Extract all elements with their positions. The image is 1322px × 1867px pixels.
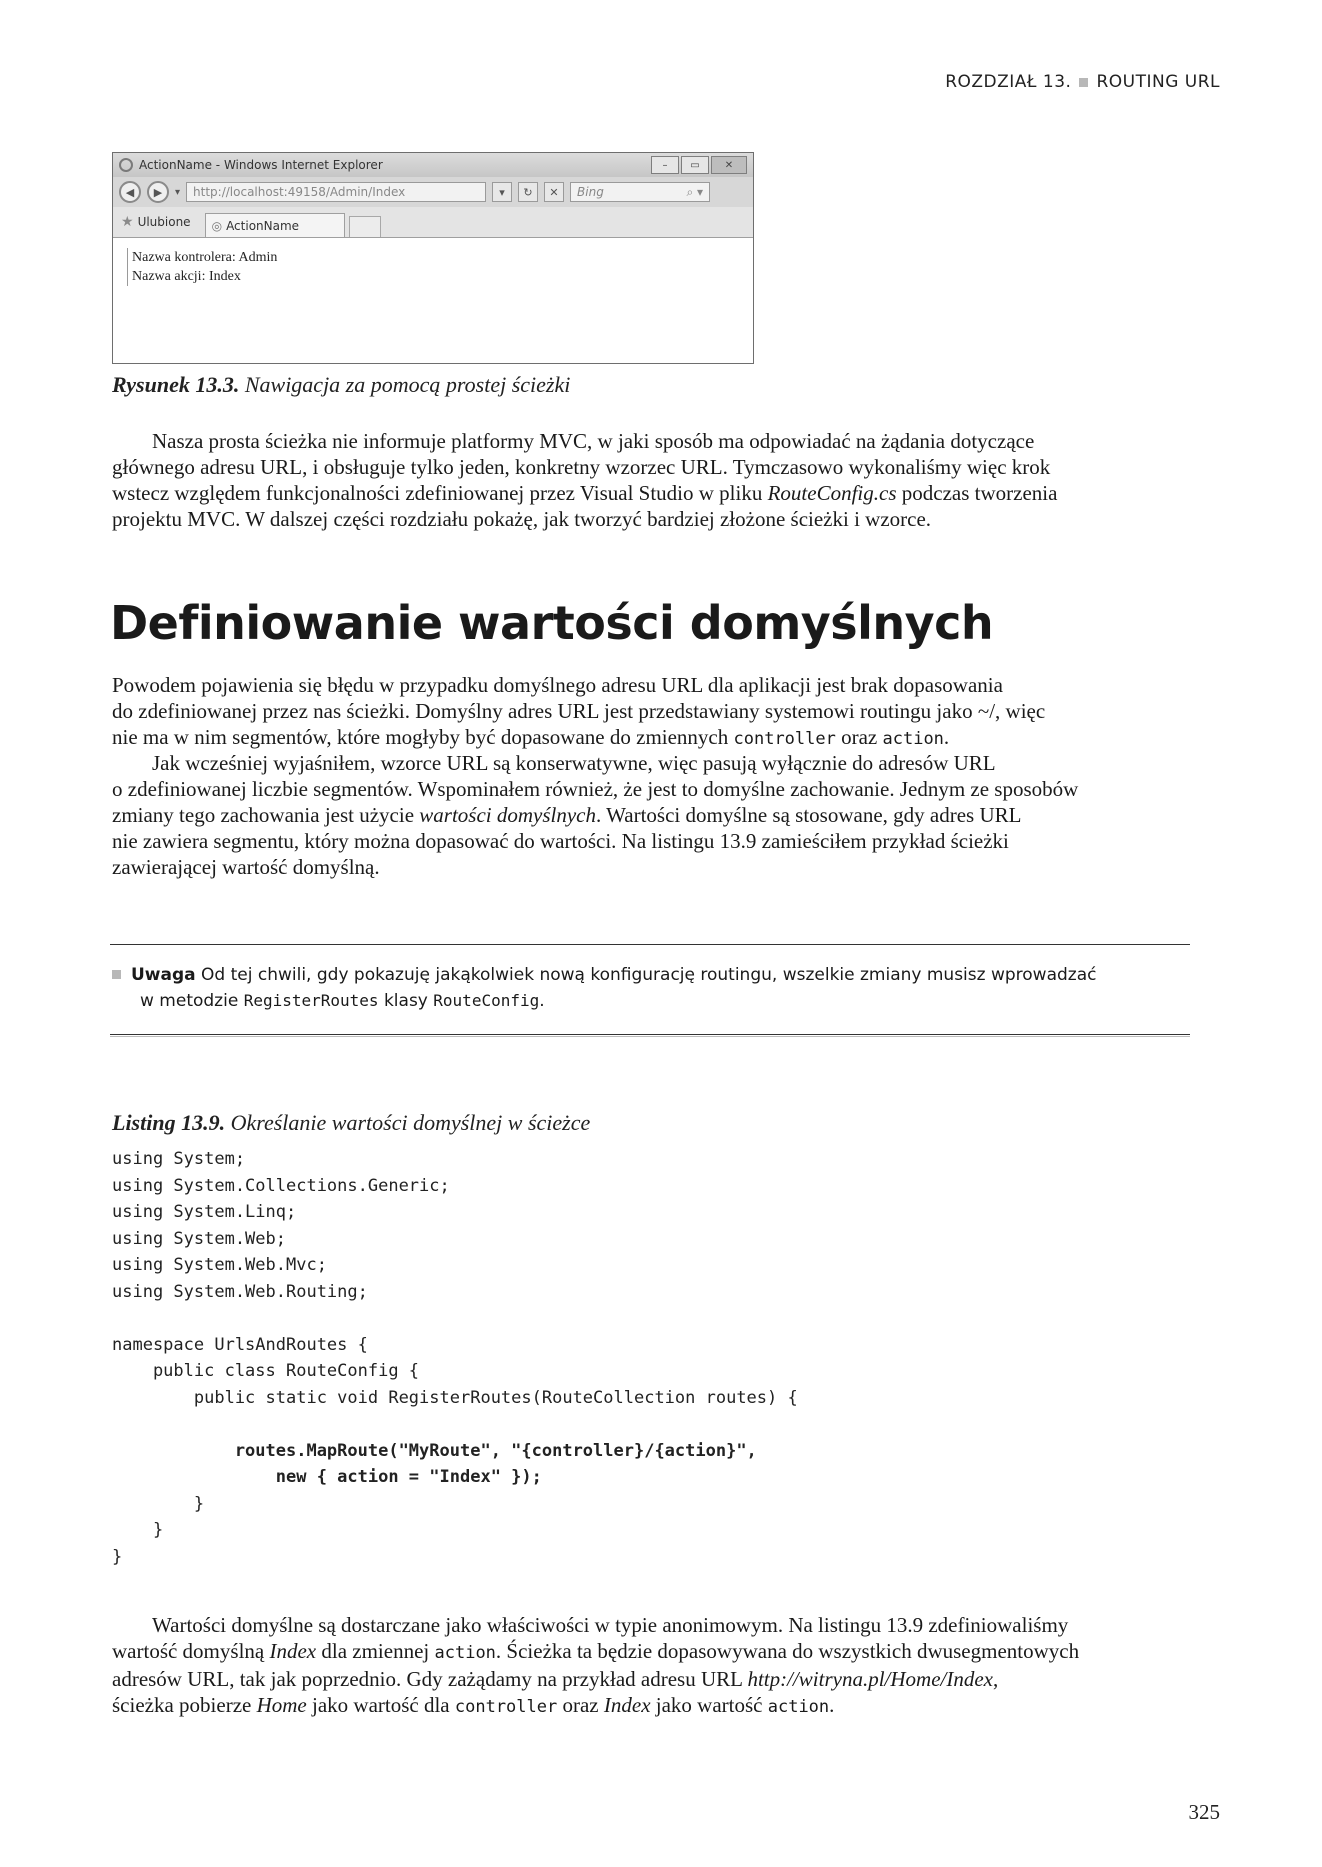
browser-tab[interactable] xyxy=(205,213,345,237)
code-line: } xyxy=(112,1546,123,1567)
para3-line3: zmiany tego zachowania jest użycie xyxy=(112,803,420,827)
para1-line2: głównego adresu URL, i obsługuje tylko jeden, konkretny wzorzec URL. Tymczasowo wykonaliśmy więc krok xyxy=(112,455,1051,479)
window-titlebar xyxy=(113,153,753,177)
para4-line4-mid2: oraz xyxy=(557,1693,604,1717)
window-title: ActionName - Windows Internet Explorer xyxy=(139,158,383,172)
para1-line1: Nasza prosta ścieżka nie informuje platformy MVC, w jaki sposób ma odpowiadać na żądania dotyczące xyxy=(152,429,1035,453)
code-line: using System; xyxy=(112,1149,246,1169)
para3-line1: Jak wcześniej wyjaśniłem, wzorce URL są konserwatywne, więc pasują wyłącznie do adresów URL xyxy=(152,751,996,775)
ie-logo-icon xyxy=(119,158,133,172)
para4-line4: ścieżka pobierze xyxy=(112,1693,257,1717)
code-line-highlighted: new { action = "Index" }); xyxy=(112,1467,542,1487)
code-line-highlighted: routes.MapRoute("MyRoute", "{controller}/{action}", xyxy=(112,1440,757,1461)
minimize-icon[interactable]: – xyxy=(651,156,679,174)
para4-line3: adresów URL, tak jak poprzednio. Gdy zażądamy na przykład adresu URL xyxy=(112,1667,748,1691)
square-bullet-icon xyxy=(112,970,121,979)
emphasis-index: Index xyxy=(269,1639,317,1663)
forward-icon[interactable]: ▶ xyxy=(147,181,169,203)
para4-line3-end: , xyxy=(992,1667,999,1691)
inline-code-action: action xyxy=(882,729,944,749)
file-name: RouteConfig.cs xyxy=(767,481,897,505)
note-text-class: klasy xyxy=(378,991,434,1011)
note-text-line1: Od tej chwili, gdy pokazuję jakąkolwiek nową konfigurację routingu, wszelkie zmiany musisz wprowadzać xyxy=(195,965,1097,985)
para2-period: . xyxy=(943,725,950,749)
back-icon[interactable]: ◀ xyxy=(119,181,141,203)
note-period: . xyxy=(539,991,545,1011)
controller-name-line: Nazwa kontrolera: Admin xyxy=(132,250,278,265)
figure-caption-text: Nawigacja za pomocą prostej ścieżki xyxy=(244,372,571,397)
running-head xyxy=(945,72,1220,92)
stop-icon[interactable]: ✕ xyxy=(544,182,564,202)
code-line: public class RouteConfig { xyxy=(112,1361,420,1381)
listing-caption xyxy=(112,1110,590,1136)
search-icon[interactable]: ⌕ ▾ xyxy=(686,184,704,199)
history-dropdown-icon[interactable]: ▾ xyxy=(175,186,181,198)
para4-period: . xyxy=(829,1693,835,1717)
listing-caption-text: Określanie wartości domyślnej w ścieżce xyxy=(230,1110,591,1135)
search-input[interactable] xyxy=(570,182,710,202)
page-number: 325 xyxy=(1188,1800,1220,1824)
para2-line2: do zdefiniowanej przez nas ścieżki. Domyślny adres URL jest przedstawiany systemowi routingu jako ~/, więc xyxy=(112,699,1046,723)
inline-code-controller: controller xyxy=(454,1697,558,1717)
example-url: http://witryna.pl/Home/Index xyxy=(747,1667,993,1691)
code-line xyxy=(112,1411,798,1438)
note-text-line2: w metodzie xyxy=(140,991,244,1011)
para3-line2: o zdefiniowanej liczbie segmentów. Wspominałem również, że jest to domyślne zachowanie. Jednym ze sposobów xyxy=(112,777,1079,801)
inline-code-action: action xyxy=(767,1697,830,1717)
section-heading: Definiowanie wartości domyślnych xyxy=(110,596,994,650)
para1-line3-end: podczas tworzenia xyxy=(896,481,1058,505)
paragraph-2 xyxy=(112,672,1220,752)
note-bottom-rule xyxy=(110,1034,1190,1035)
figure-label: Rysunek 13.3. xyxy=(112,372,240,397)
close-icon[interactable]: ✕ xyxy=(711,156,747,174)
code-line: namespace UrlsAndRoutes { xyxy=(112,1334,368,1355)
code-line xyxy=(112,1305,798,1332)
emphasis-index: Index xyxy=(603,1693,651,1717)
content-frame xyxy=(127,248,739,286)
refresh-icon[interactable]: ↻ xyxy=(518,182,538,202)
code-line: using System.Web; xyxy=(112,1228,286,1249)
para2-conj: oraz xyxy=(835,725,883,749)
para3-line4: nie zawiera segmentu, który można dopasować do wartości. Na listingu 13.9 zamieściłem przykład ścieżki xyxy=(112,829,1009,853)
favorites-button[interactable] xyxy=(121,214,191,237)
code-line: using System.Web.Mvc; xyxy=(112,1255,327,1275)
para4-line2-mid: dla zmiennej xyxy=(316,1639,435,1663)
action-name-line: Nazwa akcji: Index xyxy=(132,269,241,284)
browser-screenshot xyxy=(112,152,754,364)
figure-caption xyxy=(112,372,570,398)
paragraph-1 xyxy=(112,428,1220,532)
paragraph-4 xyxy=(112,1612,1220,1720)
para4-line2: wartość domyślną xyxy=(112,1639,270,1663)
code-line: } xyxy=(112,1520,164,1540)
code-listing xyxy=(112,1146,798,1570)
search-placeholder: Bing xyxy=(577,185,604,199)
inline-code-registerroutes: RegisterRoutes xyxy=(243,991,379,1010)
inline-code-controller: controller xyxy=(733,729,836,749)
star-icon: ★ xyxy=(121,214,134,230)
page-content xyxy=(113,238,753,296)
para4-line4-mid3: jako wartość xyxy=(650,1693,768,1717)
emphasis-default-values: wartości domyślnych xyxy=(419,803,597,827)
favorites-label: Ulubione xyxy=(137,215,191,229)
address-dropdown-icon[interactable]: ▾ xyxy=(492,182,512,202)
code-line: public static void RegisterRoutes(RouteCollection routes) { xyxy=(112,1387,798,1408)
note-top-rule xyxy=(110,944,1190,945)
para3-line5: zawierającej wartość domyślną. xyxy=(112,855,380,879)
tab-label: ActionName xyxy=(226,218,300,233)
navigation-bar xyxy=(113,177,753,207)
code-line: } xyxy=(112,1493,205,1514)
note-box xyxy=(112,962,1192,1014)
code-line: using System.Web.Routing; xyxy=(112,1281,368,1302)
chapter-title: ROUTING URL xyxy=(1096,72,1220,92)
note-label: Uwaga xyxy=(131,965,196,985)
para3-line3-end: . Wartości domyślne są stosowane, gdy adres URL xyxy=(596,803,1022,827)
emphasis-home: Home xyxy=(256,1693,307,1717)
page-icon: ◎ xyxy=(211,218,223,233)
square-bullet-icon xyxy=(1079,78,1088,87)
para4-line1: Wartości domyślne są dostarczane jako właściwości w typie anonimowym. Na listingu 13.9 zdefiniowaliśmy xyxy=(152,1613,1069,1637)
inline-code-action: action xyxy=(434,1643,496,1663)
favorites-bar xyxy=(113,207,753,238)
code-line: using System.Linq; xyxy=(112,1202,297,1222)
para2-line1: Powodem pojawienia się błędu w przypadku domyślnego adresu URL dla aplikacji jest brak dopasowania xyxy=(112,673,1003,697)
maximize-icon[interactable]: ▭ xyxy=(681,156,709,174)
para2-line3: nie ma w nim segmentów, które mogłyby być dopasowane do zmiennych xyxy=(112,725,734,749)
listing-label: Listing 13.9. xyxy=(112,1110,226,1135)
address-url: http://localhost:49158/Admin/Index xyxy=(193,185,406,199)
para4-line4-mid1: jako wartość dla xyxy=(306,1693,455,1717)
address-bar[interactable] xyxy=(186,182,486,202)
para1-line4: projektu MVC. W dalszej części rozdziału pokażę, jak tworzyć bardziej złożone ścieżki i wzorce. xyxy=(112,507,932,531)
inline-code-routeconfig: RouteConfig xyxy=(433,991,540,1010)
paragraph-3 xyxy=(112,750,1220,880)
chapter-label: ROZDZIAŁ 13. xyxy=(945,72,1072,92)
window-controls xyxy=(651,156,747,174)
new-tab-button[interactable] xyxy=(349,216,381,237)
para4-line2-end: . Ścieżka ta będzie dopasowywana do wszystkich dwusegmentowych xyxy=(495,1639,1080,1663)
code-line: using System.Collections.Generic; xyxy=(112,1175,450,1196)
para1-line3: wstecz względem funkcjonalności zdefiniowanej przez Visual Studio w pliku xyxy=(112,481,768,505)
